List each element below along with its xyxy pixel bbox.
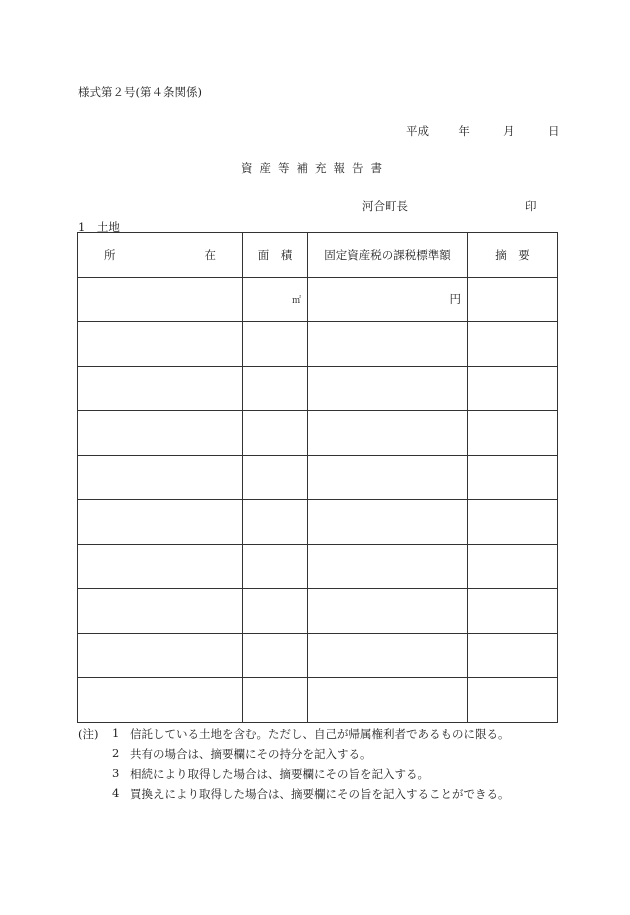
value-unit: 円 [449, 292, 461, 307]
header-location-right: 在 [204, 247, 216, 262]
seal-mark: 印 [525, 199, 537, 213]
cell-area[interactable] [243, 544, 308, 589]
header-remarks: 摘 要 [468, 233, 558, 278]
area-unit: ㎡ [291, 296, 301, 307]
cell-remarks[interactable] [468, 589, 558, 634]
cell-area[interactable] [243, 500, 308, 545]
cell-standard-value[interactable] [308, 322, 468, 367]
date-line [406, 123, 559, 139]
page-title: 資産等補充報告書 [241, 161, 389, 175]
table-row [78, 544, 558, 589]
addressee: 河合町長 [362, 199, 408, 213]
cell-area[interactable] [243, 411, 308, 456]
note-item [78, 786, 510, 806]
cell-standard-value[interactable] [308, 277, 468, 322]
note-number: 4 [112, 786, 120, 800]
date-month: 月 [503, 124, 515, 138]
table-row [78, 678, 558, 723]
form-number: 様式第２号(第４条関係) [78, 85, 202, 99]
note-number: 2 [112, 746, 120, 760]
note-number: 3 [112, 766, 120, 780]
note-text: 共有の場合は、摘要欄にその持分を記入する。 [130, 747, 372, 761]
cell-location[interactable] [78, 455, 243, 500]
table-row [78, 322, 558, 367]
cell-location[interactable] [78, 544, 243, 589]
cell-location[interactable] [78, 633, 243, 678]
cell-remarks[interactable] [468, 633, 558, 678]
cell-remarks[interactable] [468, 322, 558, 367]
cell-remarks[interactable] [468, 678, 558, 723]
cell-standard-value[interactable] [308, 678, 468, 723]
cell-remarks[interactable] [468, 366, 558, 411]
cell-location[interactable] [78, 678, 243, 723]
table-header-row [78, 233, 558, 278]
cell-standard-value[interactable] [308, 544, 468, 589]
note-number: 1 [112, 726, 120, 740]
cell-standard-value[interactable] [308, 500, 468, 545]
cell-area[interactable] [243, 455, 308, 500]
date-era: 平成 [406, 124, 429, 138]
cell-location[interactable] [78, 411, 243, 456]
table-row [78, 277, 558, 322]
notes-label: (注) [78, 727, 99, 741]
cell-area[interactable] [243, 322, 308, 367]
table-row [78, 411, 558, 456]
cell-standard-value[interactable] [308, 366, 468, 411]
header-area: 面 積 [243, 233, 308, 278]
note-item [78, 766, 510, 786]
cell-area[interactable] [243, 589, 308, 634]
cell-location[interactable] [78, 322, 243, 367]
note-text: 買換えにより取得した場合は、摘要欄にその旨を記入することができる。 [130, 787, 510, 801]
cell-remarks[interactable] [468, 455, 558, 500]
table-row [78, 500, 558, 545]
note-text: 信託している土地を含む。ただし、自己が帰属権利者であるものに限る。 [130, 727, 510, 741]
cell-remarks[interactable] [468, 277, 558, 322]
header-location-left: 所 [104, 247, 116, 262]
cell-area[interactable] [243, 633, 308, 678]
cell-location[interactable] [78, 277, 243, 322]
cell-standard-value[interactable] [308, 633, 468, 678]
section-label: 1 土地 [78, 220, 120, 234]
cell-area[interactable] [243, 366, 308, 411]
header-standard-value: 固定資産税の課税標準額 [308, 233, 468, 278]
table-row [78, 633, 558, 678]
note-item [78, 746, 510, 766]
cell-location[interactable] [78, 589, 243, 634]
cell-standard-value[interactable] [308, 589, 468, 634]
cell-standard-value[interactable] [308, 411, 468, 456]
date-year: 年 [458, 124, 470, 138]
land-table [77, 232, 558, 723]
table-row [78, 589, 558, 634]
date-day: 日 [547, 124, 560, 138]
table-row [78, 366, 558, 411]
cell-standard-value[interactable] [308, 455, 468, 500]
cell-area[interactable] [243, 277, 308, 322]
cell-location[interactable] [78, 500, 243, 545]
cell-remarks[interactable] [468, 411, 558, 456]
header-location [78, 233, 243, 278]
note-text: 相続により取得した場合は、摘要欄にその旨を記入する。 [130, 767, 429, 781]
cell-area[interactable] [243, 678, 308, 723]
cell-location[interactable] [78, 366, 243, 411]
cell-remarks[interactable] [468, 544, 558, 589]
table-row [78, 455, 558, 500]
cell-remarks[interactable] [468, 500, 558, 545]
note-item [78, 726, 510, 746]
notes [78, 726, 510, 806]
